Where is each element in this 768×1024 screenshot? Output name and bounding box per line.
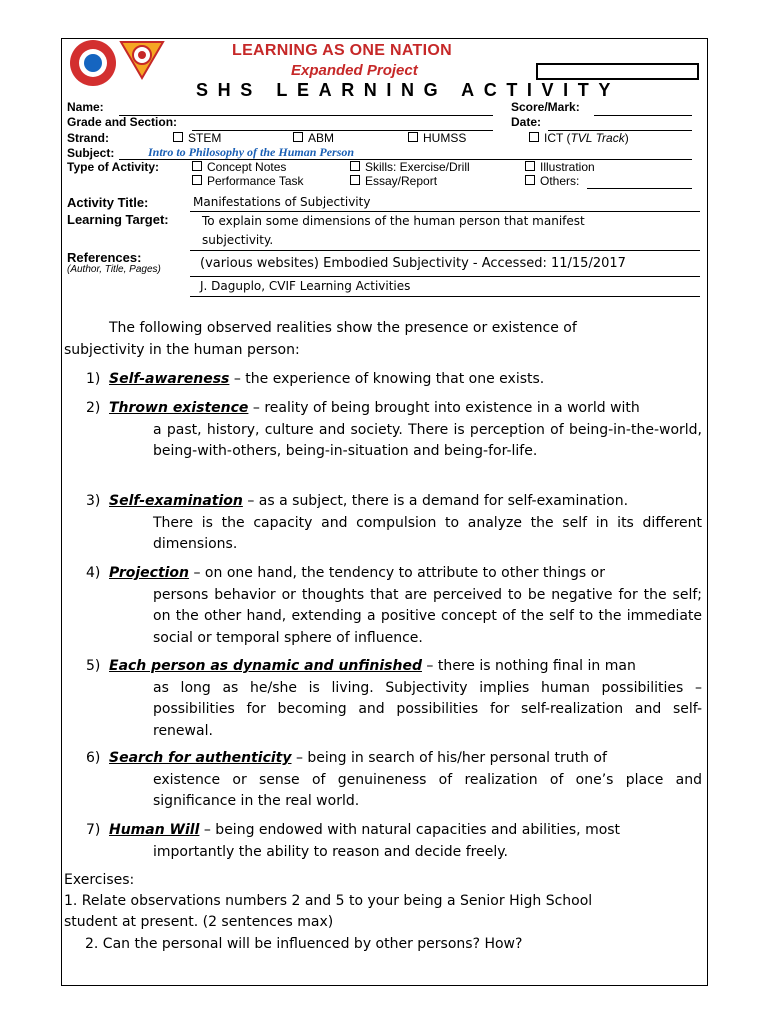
org-title: LEARNING AS ONE NATION bbox=[232, 42, 452, 59]
learning-target-label: Learning Target: bbox=[67, 212, 169, 227]
checkbox-icon bbox=[408, 132, 418, 142]
learning-target-line-1: To explain some dimensions of the human person that manifest bbox=[202, 214, 585, 228]
intro-line-1: The following observed realities show the presence or existence of bbox=[109, 320, 577, 336]
references-label: References: bbox=[67, 250, 142, 265]
reference-2: J. Daguplo, CVIF Learning Activities bbox=[200, 279, 411, 293]
checkbox-icon bbox=[293, 132, 303, 142]
checkbox-icon bbox=[525, 161, 535, 171]
deped-logo bbox=[119, 40, 165, 80]
type-illustration-option[interactable]: Illustration bbox=[525, 160, 595, 174]
subject-value: Intro to Philosophy of the Human Person bbox=[148, 145, 355, 159]
divider bbox=[190, 250, 700, 251]
type-performance-task-option[interactable]: Performance Task bbox=[192, 174, 304, 188]
exercise-1-line-1: 1. Relate observations numbers 2 and 5 to your being a Senior High School bbox=[64, 893, 593, 909]
exercises-label: Exercises: bbox=[64, 872, 135, 888]
score-field[interactable] bbox=[594, 115, 692, 116]
activity-title-label: Activity Title: bbox=[67, 195, 149, 210]
intro-line-2: subjectivity in the human person: bbox=[64, 342, 300, 358]
strand-humss-option[interactable]: HUMSS bbox=[408, 131, 466, 145]
grade-section-label: Grade and Section: bbox=[67, 115, 178, 129]
name-label: Name: bbox=[67, 100, 104, 114]
project-title: Expanded Project bbox=[291, 62, 418, 79]
date-label: Date: bbox=[511, 115, 542, 129]
score-label: Score/Mark: bbox=[511, 100, 580, 114]
checkbox-icon bbox=[192, 161, 202, 171]
learning-target-line-2: subjectivity. bbox=[202, 233, 274, 247]
checkbox-icon bbox=[350, 161, 360, 171]
type-skills-option[interactable]: Skills: Exercise/Drill bbox=[350, 160, 470, 174]
divider bbox=[190, 276, 700, 277]
activity-sheet-title: SHS LEARNING ACTIVITY bbox=[196, 80, 620, 100]
reference-1: (various websites) Embodied Subjectivity - Accessed: 11/15/2017 bbox=[200, 256, 626, 271]
activity-type-label: Type of Activity: bbox=[67, 160, 160, 174]
checkbox-icon bbox=[529, 132, 539, 142]
divider bbox=[190, 296, 700, 297]
strand-label: Strand: bbox=[67, 131, 109, 145]
strand-abm-option[interactable]: ABM bbox=[293, 131, 334, 145]
header-code-box[interactable] bbox=[536, 63, 699, 80]
exercise-2: 2. Can the personal will be influenced by other persons? How? bbox=[85, 936, 523, 952]
activity-title-value: Manifestations of Subjectivity bbox=[193, 195, 371, 209]
strand-ict-option[interactable]: ICT (TVL Track) bbox=[529, 131, 629, 145]
school-seal-logo bbox=[70, 40, 116, 86]
type-others-option[interactable]: Others: bbox=[525, 174, 579, 188]
checkbox-icon bbox=[192, 175, 202, 185]
checkbox-icon bbox=[525, 175, 535, 185]
checkbox-icon bbox=[173, 132, 183, 142]
others-field[interactable] bbox=[587, 188, 692, 189]
subject-label: Subject: bbox=[67, 146, 115, 160]
references-sublabel: (Author, Title, Pages) bbox=[67, 264, 161, 275]
type-concept-notes-option[interactable]: Concept Notes bbox=[192, 160, 286, 174]
checkbox-icon bbox=[350, 175, 360, 185]
divider bbox=[190, 211, 700, 212]
type-essay-report-option[interactable]: Essay/Report bbox=[350, 174, 437, 188]
exercise-1-line-2: student at present. (2 sentences max) bbox=[64, 914, 334, 930]
strand-stem-option[interactable]: STEM bbox=[173, 131, 221, 145]
